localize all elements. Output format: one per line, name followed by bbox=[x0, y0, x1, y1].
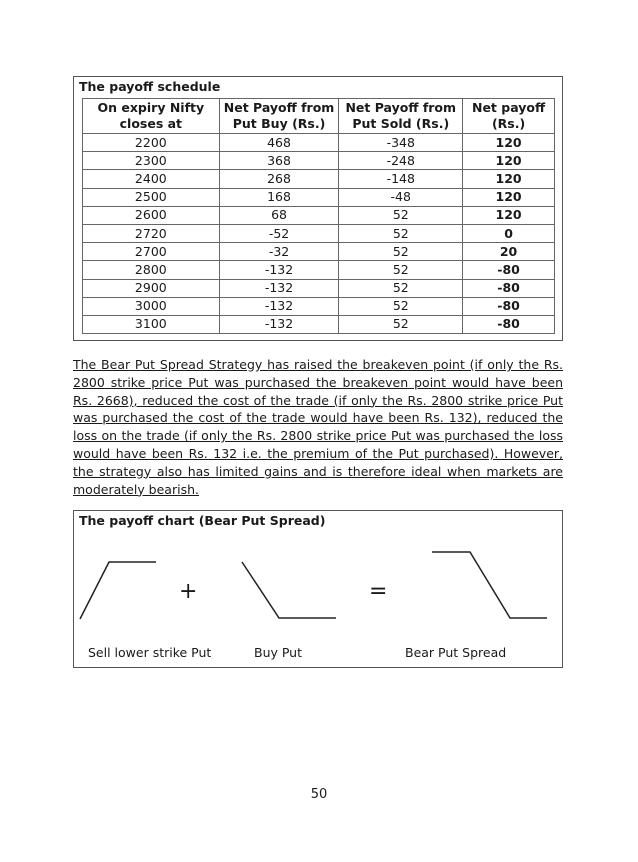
cell-put-sold: -248 bbox=[339, 152, 463, 170]
cell-put-buy: 68 bbox=[219, 206, 339, 224]
header-put-buy: Net Payoff from Put Buy (Rs.) bbox=[219, 99, 339, 134]
table-row bbox=[83, 315, 555, 333]
explanation-text: The Bear Put Spread Strategy has raised the breakeven point (if only the Rs. 2800 strike price Put was purchased the breakeven point would have been Rs. 2668), reduced the cost of the trade (if only the Rs. 2800 strike price Put was purchased the cost of the trade would have been Rs. 132), reduced the loss on the trade (if only the Rs. 2800 strike price Put was purchased the loss would have been Rs. 132 i.e. the premium of the Put purchased). However, the strategy also has limited gains and is therefore ideal when markets are moderately bearish. bbox=[73, 357, 563, 497]
cell-net-payoff: -80 bbox=[463, 261, 555, 279]
table-row bbox=[83, 243, 555, 261]
payoff-schedule-title: The payoff schedule bbox=[79, 79, 221, 94]
cell-put-buy: -132 bbox=[219, 261, 339, 279]
table-row bbox=[83, 279, 555, 297]
cell-put-sold: -48 bbox=[339, 188, 463, 206]
table-header-row bbox=[83, 99, 555, 134]
plus-sign: + bbox=[179, 579, 198, 604]
cell-net-payoff: 120 bbox=[463, 134, 555, 152]
cell-nifty-close: 2800 bbox=[83, 261, 220, 279]
cell-nifty-close: 3000 bbox=[83, 297, 220, 315]
cell-put-buy: -52 bbox=[219, 224, 339, 242]
payoff-schedule-box bbox=[73, 76, 563, 341]
cell-put-buy: -132 bbox=[219, 315, 339, 333]
cell-put-sold: 52 bbox=[339, 224, 463, 242]
cell-put-sold: 52 bbox=[339, 297, 463, 315]
cell-nifty-close: 2200 bbox=[83, 134, 220, 152]
header-put-sold: Net Payoff from Put Sold (Rs.) bbox=[339, 99, 463, 134]
label-buy-put: Buy Put bbox=[254, 645, 303, 660]
cell-nifty-close: 2300 bbox=[83, 152, 220, 170]
explanation-paragraph bbox=[73, 356, 563, 498]
cell-nifty-close: 2900 bbox=[83, 279, 220, 297]
table-row bbox=[83, 297, 555, 315]
sell-put-payoff-line bbox=[80, 562, 156, 619]
cell-net-payoff: -80 bbox=[463, 297, 555, 315]
cell-nifty-close: 2720 bbox=[83, 224, 220, 242]
cell-nifty-close: 2500 bbox=[83, 188, 220, 206]
cell-net-payoff: 0 bbox=[463, 224, 555, 242]
cell-put-sold: 52 bbox=[339, 315, 463, 333]
cell-put-buy: 268 bbox=[219, 170, 339, 188]
header-nifty-close: On expiry Nifty closes at bbox=[83, 99, 220, 134]
label-bear-put-spread: Bear Put Spread bbox=[405, 645, 507, 660]
cell-put-sold: 52 bbox=[339, 279, 463, 297]
page-number: 50 bbox=[310, 787, 328, 802]
table-row bbox=[83, 188, 555, 206]
cell-net-payoff: 120 bbox=[463, 188, 555, 206]
cell-net-payoff: 120 bbox=[463, 170, 555, 188]
cell-put-sold: 52 bbox=[339, 243, 463, 261]
cell-put-buy: 168 bbox=[219, 188, 339, 206]
cell-put-sold: -348 bbox=[339, 134, 463, 152]
payoff-table bbox=[82, 98, 555, 334]
cell-net-payoff: 20 bbox=[463, 243, 555, 261]
table-row bbox=[83, 152, 555, 170]
cell-put-sold: 52 bbox=[339, 206, 463, 224]
equals-sign: = bbox=[369, 579, 388, 604]
bear-put-spread-payoff-line bbox=[432, 552, 547, 618]
table-row bbox=[83, 206, 555, 224]
table-row bbox=[83, 261, 555, 279]
cell-put-buy: 468 bbox=[219, 134, 339, 152]
payoff-chart-box bbox=[73, 510, 563, 668]
table-row bbox=[83, 134, 555, 152]
cell-nifty-close: 2700 bbox=[83, 243, 220, 261]
cell-put-buy: 368 bbox=[219, 152, 339, 170]
cell-put-buy: -132 bbox=[219, 279, 339, 297]
buy-put-payoff-line bbox=[242, 562, 336, 618]
cell-nifty-close: 3100 bbox=[83, 315, 220, 333]
cell-put-sold: 52 bbox=[339, 261, 463, 279]
payoff-chart-title: The payoff chart (Bear Put Spread) bbox=[79, 513, 326, 528]
cell-nifty-close: 2600 bbox=[83, 206, 220, 224]
header-net-payoff: Net payoff (Rs.) bbox=[463, 99, 555, 134]
cell-put-buy: -32 bbox=[219, 243, 339, 261]
cell-net-payoff: -80 bbox=[463, 279, 555, 297]
cell-net-payoff: 120 bbox=[463, 152, 555, 170]
table-row bbox=[83, 170, 555, 188]
cell-net-payoff: 120 bbox=[463, 206, 555, 224]
cell-nifty-close: 2400 bbox=[83, 170, 220, 188]
cell-net-payoff: -80 bbox=[463, 315, 555, 333]
cell-put-sold: -148 bbox=[339, 170, 463, 188]
cell-put-buy: -132 bbox=[219, 297, 339, 315]
table-row bbox=[83, 224, 555, 242]
label-sell-lower-strike-put: Sell lower strike Put bbox=[88, 645, 212, 660]
